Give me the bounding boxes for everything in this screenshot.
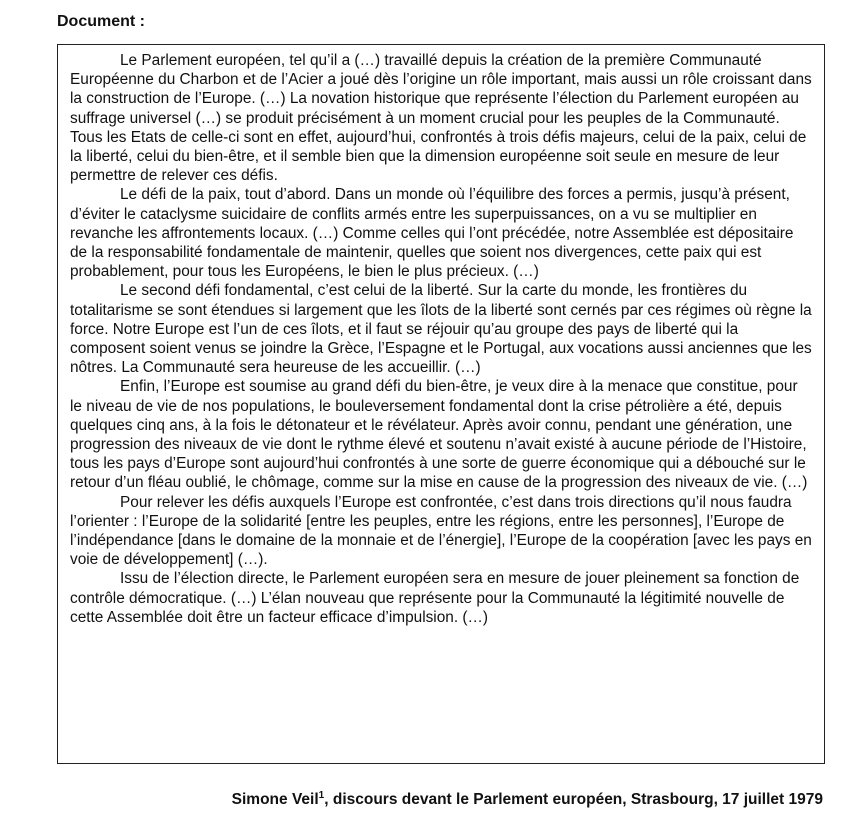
paragraph-conclusion: Issu de l’élection directe, le Parlement européen sera en mesure de jouer pleinement sa fonction de contrôle démocratique. (…) L’élan nouveau que représente pour la Communauté la légitimité nouvelle de cette Assemblée doit être un facteur efficace d’impulsion. (…) xyxy=(70,570,800,626)
footnote-marker: 1 xyxy=(318,789,325,801)
source-details: , discours devant le Parlement européen, Strasbourg, 17 juillet 1979 xyxy=(324,791,823,808)
paragraph-peace: Le défi de la paix, tout d’abord. Dans un monde où l’équilibre des forces a permis, jusqu’à présent, d’éviter le cataclysme suicidaire de conflits armés entre les superpuissances, on a vu se multiplier en revanche les affrontements locaux. (…) Comme celles qui l’ont précédée, notre Assemblée est dépositaire de la responsabilité fondamentale de maintenir, quelles que soient nos divergences, cette paix qui est probablement, pour tous les Européens, le bien le plus précieux. (…) xyxy=(70,186,794,281)
paragraph-liberty: Le second défi fondamental, c’est celui de la liberté. Sur la carte du monde, les frontières du totalitarisme se sont étendues si largement que les îlots de la liberté sont cernés par ces régimes où règne la force. Notre Europe est l’un de ces îlots, et il faut se réjouir qu’au groupe des pays de liberté qui la composent soient venus se joindre la Grèce, l’Espagne et le Portugal, aux vocations aussi anciennes que les nôtres. La Communauté sera heureuse de les accueillir. (…) xyxy=(70,282,812,377)
source-citation xyxy=(232,790,823,810)
document-heading: Document : xyxy=(57,13,145,30)
paragraph-wellbeing: Enfin, l’Europe est soumise au grand défi du bien-être, je veux dire à la menace que constitue, pour le niveau de vie de nos populations, le bouleversement fondamental dont la crise pétrolière a été, depuis quelques cinq ans, à la fois le détonateur et le révélateur. Après avoir connu, pendant une génération, une progression des niveaux de vie dont le rythme élevé et soutenu n’avait existé à aucune période de l’Histoire, tous les pays d’Europe sont aujourd’hui confrontés à une sorte de guerre économique qui a débouché sur le retour d’un fléau oublié, le chômage, comme sur la mise en cause de la progression des niveaux de vie. (…) xyxy=(70,378,808,492)
source-author: Simone Veil xyxy=(231,791,319,808)
paragraph-intro: Le Parlement européen, tel qu’il a (…) travaillé depuis la création de la première Communauté Européenne du Charbon et de l’Acier a joué dès l’origine un rôle important, mais aussi un rôle croissant dans la construction de l’Europe. (…) La novation historique que représente l’élection du Parlement européen au suffrage universel (…) se produit précisément à un moment crucial pour les peuples de la Communauté. Tous les Etats de celle-ci sont en effet, aujourd’hui, confrontés à trois défis majeurs, celui de la paix, celui de la liberté, celui du bien-être, et il semble bien que la dimension européenne soit seule en mesure de leur permettre de relever ces défis. xyxy=(70,52,812,185)
paragraph-directions: Pour relever les défis auxquels l’Europe est confrontée, c’est dans trois directions qu’il nous faudra l’orienter : l’Europe de la solidarité [entre les peuples, entre les régions, entre les personnes], l’Europe de l’indépendance [dans le domaine de la monnaie et de l’énergie], l’Europe de la coopération [avec les pays en voie de développement] (…). xyxy=(70,493,812,569)
document-text-box xyxy=(57,44,825,764)
